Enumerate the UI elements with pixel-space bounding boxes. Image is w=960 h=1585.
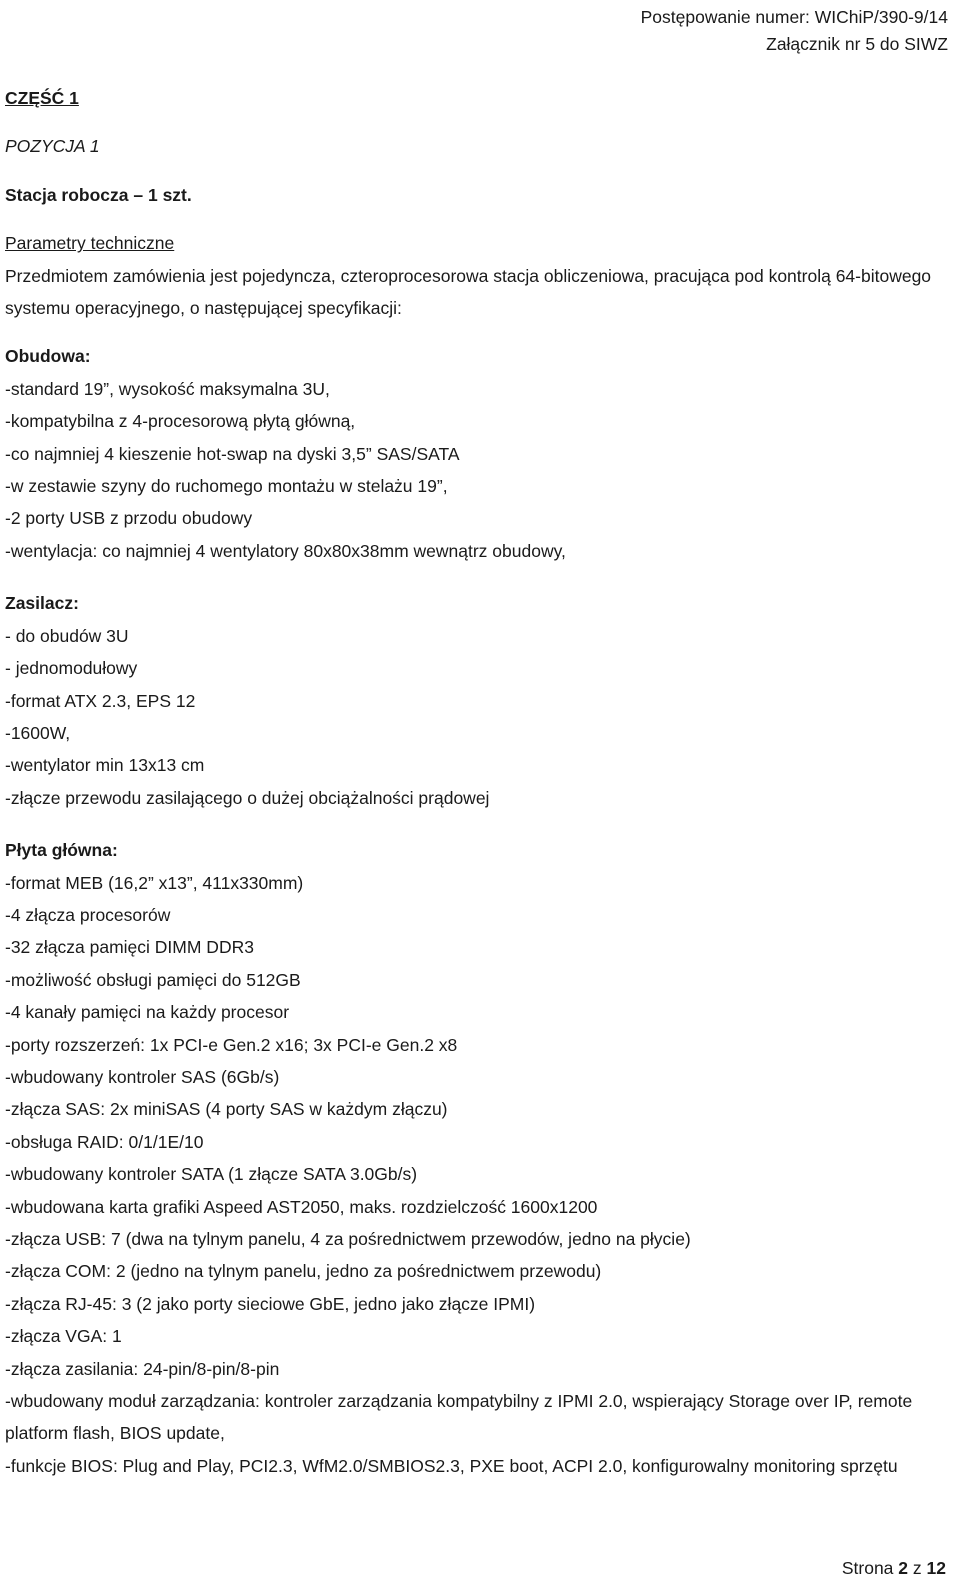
spec-line: -porty rozszerzeń: 1x PCI-e Gen.2 x16; 3x PCI-e Gen.2 x8 bbox=[5, 1034, 458, 1055]
spec-line: -wbudowany kontroler SAS (6Gb/s) bbox=[5, 1066, 280, 1087]
spec-line: -wbudowany kontroler SATA (1 złącze SATA 3.0Gb/s) bbox=[5, 1164, 418, 1185]
procedure-number: Postępowanie numer: WIChiP/390-9/14 bbox=[640, 7, 948, 27]
section-plyta-glowna bbox=[5, 834, 950, 1482]
spec-line: - jednomodułowy bbox=[5, 658, 138, 679]
part-title: CZĘŚĆ 1 bbox=[5, 88, 79, 108]
spec-line: -standard 19”, wysokość maksymalna 3U, bbox=[5, 378, 330, 399]
spec-line: -kompatybilna z 4-procesorową płytą główną, bbox=[5, 411, 356, 432]
page-separator: z bbox=[912, 1558, 922, 1578]
spec-line: -co najmniej 4 kieszenie hot-swap na dyski 3,5” SAS/SATA bbox=[5, 443, 460, 464]
spec-line: -format MEB (16,2” x13”, 411x330mm) bbox=[5, 872, 304, 893]
spec-line: -wbudowana karta grafiki Aspeed AST2050, maks. rozdzielczość 1600x1200 bbox=[5, 1196, 598, 1217]
spec-line: -złącza RJ-45: 3 (2 jako porty sieciowe GbE, jedno jako złącze IPMI) bbox=[5, 1293, 536, 1314]
spec-line: -możliwość obsługi pamięci do 512GB bbox=[5, 969, 301, 990]
current-page: 2 bbox=[898, 1558, 909, 1578]
spec-line: -4 złącza procesorów bbox=[5, 904, 171, 925]
spec-line: -wentylacja: co najmniej 4 wentylatory 80x80x38mm wewnątrz obudowy, bbox=[5, 540, 566, 561]
tech-params-title: Parametry techniczne bbox=[5, 233, 175, 254]
page-header bbox=[641, 4, 948, 58]
section-zasilacz bbox=[5, 587, 950, 814]
page-number bbox=[842, 1558, 946, 1579]
document-body bbox=[5, 82, 950, 1482]
item-title: Stacja robocza – 1 szt. bbox=[5, 184, 192, 205]
spec-line: -złącze przewodu zasilającego o dużej obciążalności prądowej bbox=[5, 787, 490, 808]
section-title: Obudowa: bbox=[5, 346, 91, 367]
section-title: Zasilacz: bbox=[5, 593, 79, 614]
spec-line: -złącza COM: 2 (jedno na tylnym panelu, jedno za pośrednictwem przewodu) bbox=[5, 1261, 602, 1282]
section-title: Płyta główna: bbox=[5, 840, 118, 861]
spec-line: -format ATX 2.3, EPS 12 bbox=[5, 690, 196, 711]
spec-line: -1600W, bbox=[5, 722, 71, 743]
spec-line: -w zestawie szyny do ruchomego montażu w stelażu 19”, bbox=[5, 476, 448, 497]
spec-line: -wentylator min 13x13 cm bbox=[5, 755, 205, 776]
spec-line: -złącza SAS: 2x miniSAS (4 porty SAS w każdym złączu) bbox=[5, 1099, 448, 1120]
page-label: Strona bbox=[841, 1558, 894, 1578]
spec-line: -32 złącza pamięci DIMM DDR3 bbox=[5, 937, 254, 958]
total-pages: 12 bbox=[926, 1558, 946, 1578]
intro-paragraph: Przedmiotem zamówienia jest pojedyncza, czteroprocesorowa stacja obliczeniowa, pracująca pod kontrolą 64-bitowego systemu operacyjnego, o następującej specyfikacji: bbox=[5, 265, 932, 319]
spec-line: -złącza zasilania: 24-pin/8-pin/8-pin bbox=[5, 1358, 280, 1379]
spec-line: -2 porty USB z przodu obudowy bbox=[5, 508, 253, 529]
spec-line: -obsługa RAID: 0/1/1E/10 bbox=[5, 1131, 204, 1152]
spec-line: -złącza USB: 7 (dwa na tylnym panelu, 4 za pośrednictwem przewodów, jedno na płycie) bbox=[5, 1229, 691, 1249]
position-title: POZYCJA 1 bbox=[5, 136, 100, 157]
section-obudowa bbox=[5, 340, 950, 567]
annex-label: Załącznik nr 5 do SIWZ bbox=[766, 34, 948, 54]
spec-line: - do obudów 3U bbox=[5, 625, 129, 646]
spec-line: -wbudowany moduł zarządzania: kontroler zarządzania kompatybilny z IPMI 2.0, wspierający Storage over IP, remote platform flash, BIOS update, bbox=[5, 1391, 913, 1444]
spec-line: -złącza VGA: 1 bbox=[5, 1326, 122, 1347]
spec-line: -funkcje BIOS: Plug and Play, PCI2.3, WfM2.0/SMBIOS2.3, PXE boot, ACPI 2.0, konfigurowalny monitoring sprzętu bbox=[5, 1455, 898, 1476]
spec-line: -4 kanały pamięci na każdy procesor bbox=[5, 1002, 290, 1023]
